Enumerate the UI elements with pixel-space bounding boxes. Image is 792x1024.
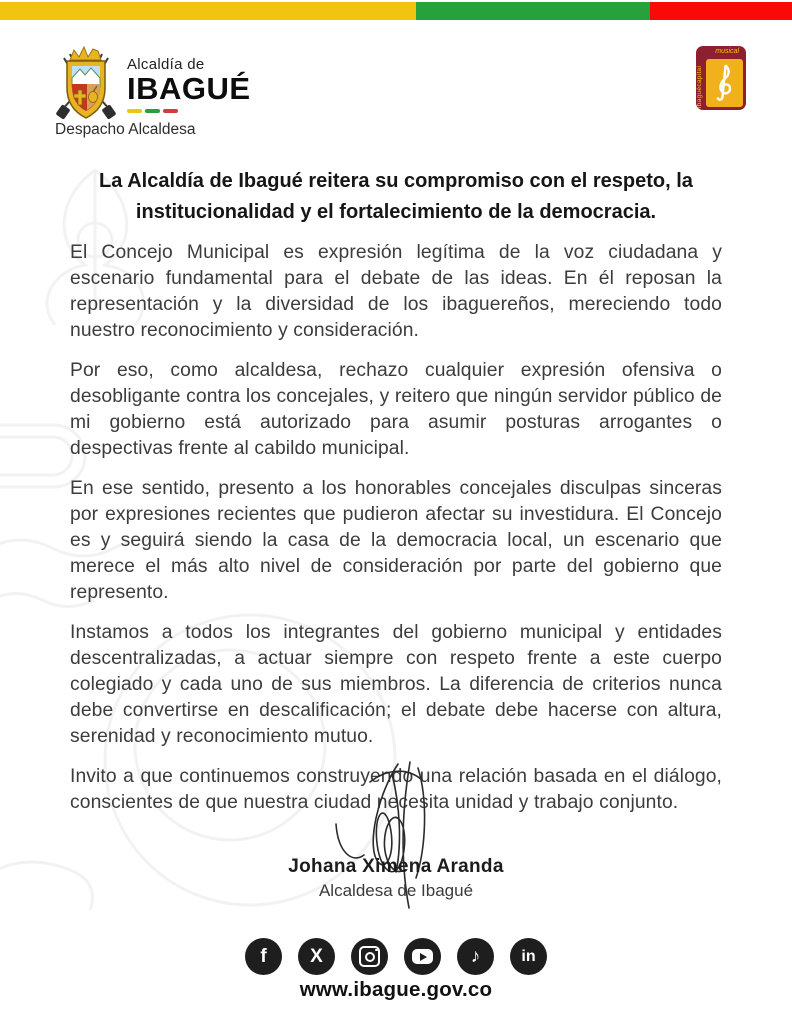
bar-yellow-segment [0,2,416,20]
badge-capital-label: ibaguécapital [696,65,703,108]
tiktok-icon[interactable]: ♪ [457,938,494,975]
alcaldia-logo [54,44,251,124]
logo-line2: IBAGUÉ [127,70,251,106]
statement-body [70,240,722,830]
instagram-icon[interactable] [351,938,388,975]
facebook-icon[interactable]: f [245,938,282,975]
paragraph-2: Por eso, como alcaldesa, rechazo cualquier expresión ofensiva o desobligante contra los concejales, y reitero que ningún servidor público de mi gobierno está autorizado para asumir posturas arrogantes o despectivas frente al cabildo municipal. [70,360,722,459]
badge-gold-panel [706,59,743,107]
office-label: Despacho Alcaldesa [55,121,196,138]
ibague-musical-badge [696,46,746,110]
signer-name: Johana Ximena Aranda [288,856,504,877]
x-icon[interactable]: X [298,938,335,975]
alcaldia-wordmark [127,56,251,113]
logo-tricolor-strip [127,109,251,113]
tricolor-top-bar [0,2,792,20]
paragraph-3: En ese sentido, presento a los honorables concejales disculpas sinceras por expresiones recientes que pudieron afectar su investidura. El Concejo es y seguirá siendo la casa de la democracia local, un escenario que merece el más alto nivel de consideración por parte del gobierno que represento. [70,478,722,603]
paragraph-1: El Concejo Municipal es expresión legítima de la voz ciudadana y escenario fundamental para el debate de las ideas. En él reposan la representación y la diversidad de los ibaguereños, mereciendo todo nuestro reconocimiento y consideración. [70,242,722,341]
website-link[interactable]: www.ibague.gov.co [299,978,493,1001]
signer-role: Alcaldesa de Ibagué [318,881,474,900]
bar-green-segment [416,2,650,20]
ibague-crest-icon [54,44,118,124]
paragraph-5: Invito a que continuemos construyendo una relación basada en el diálogo, conscientes de que nuestra ciudad necesita unidad y trabajo conjunto. [70,766,722,813]
statement-title: La Alcaldía de Ibagué reitera su compromiso con el respeto, la institucionalidad y el fortalecimiento de la democracia. [99,170,693,223]
linkedin-icon[interactable]: in [510,938,547,975]
youtube-icon[interactable] [404,938,441,975]
bar-red-segment [650,2,792,20]
paragraph-4: Instamos a todos los integrantes del gobierno municipal y entidades descentralizadas, a actuar siempre con respeto frente a este cuerpo colegiado y cada uno de sus miembros. La diferencia de criterios nunca debe convertirse en descalificación; el debate debe hacerse con altura, serenidad y reconocimiento mutuo. [70,622,722,747]
treble-clef-icon [713,63,737,103]
social-links [0,938,792,975]
badge-musical-label: musical [715,48,739,55]
logo-line1: Alcaldía de [127,55,205,73]
